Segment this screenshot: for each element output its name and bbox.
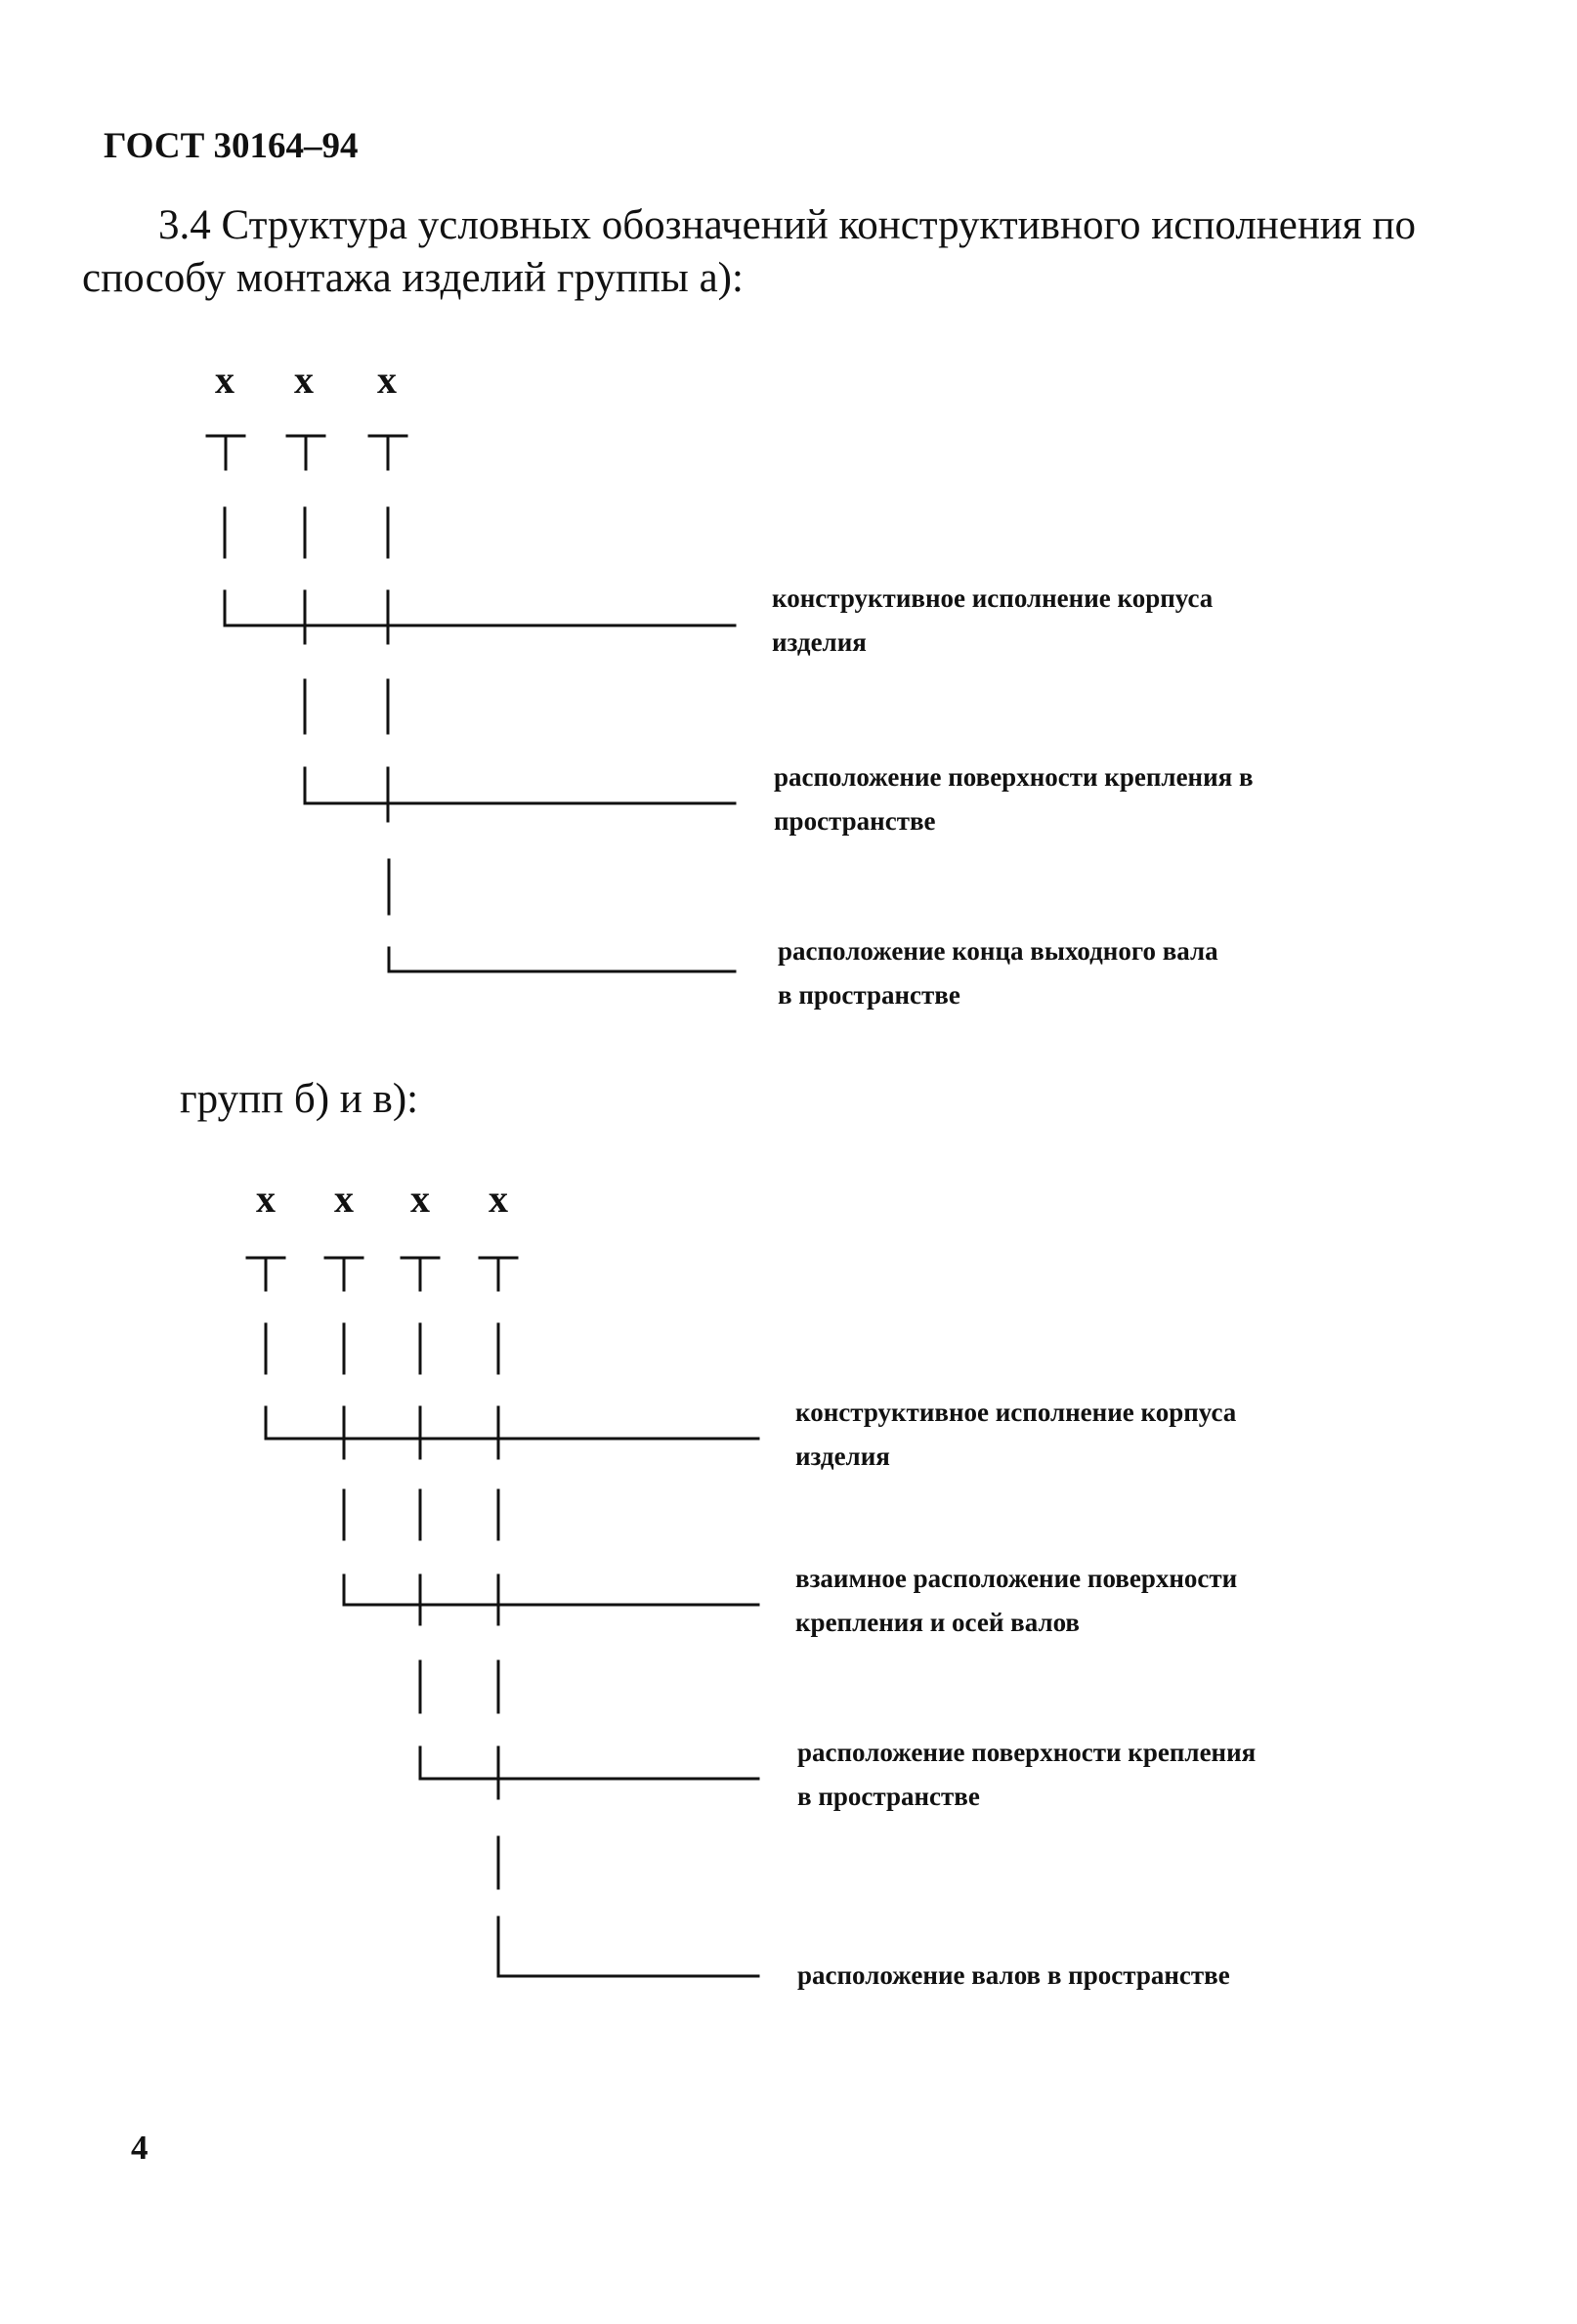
document-header: ГОСТ 30164–94 bbox=[104, 126, 359, 166]
position-mark-1: x bbox=[215, 358, 234, 402]
position-mark-2: x bbox=[294, 358, 314, 402]
section-intro-paragraph: 3.4 Структура условных обозначений конструктивного исполнения по способу монтажа изделий группы а): bbox=[82, 202, 1416, 301]
diagram-b-marks bbox=[256, 1177, 508, 1221]
position-mark-1: x bbox=[256, 1177, 276, 1221]
legend-b-2-line-2: крепления и осей валов bbox=[795, 1608, 1081, 1637]
legend-b-2-line-1: взаимное расположение поверхности bbox=[795, 1564, 1238, 1593]
legend-a-2-line-1: расположение поверхности крепления в bbox=[774, 762, 1254, 792]
position-mark-3: x bbox=[410, 1177, 430, 1221]
legend-a-2-line-2: пространстве bbox=[774, 806, 936, 836]
diagram-b-legend bbox=[795, 1398, 1256, 1990]
legend-a-1-line-2: изделия bbox=[772, 627, 867, 657]
legend-a-1-line-1: конструктивное исполнение корпуса bbox=[772, 583, 1214, 613]
legend-b-4-line-1: расположение валов в пространстве bbox=[797, 1960, 1230, 1990]
legend-a-3-line-2: в пространстве bbox=[778, 980, 960, 1010]
position-mark-4: x bbox=[489, 1177, 508, 1221]
position-mark-3: x bbox=[377, 358, 397, 402]
legend-b-3-line-1: расположение поверхности крепления bbox=[797, 1738, 1257, 1767]
diagram-b-lines bbox=[247, 1258, 758, 1976]
legend-b-1-line-2: изделия bbox=[795, 1442, 890, 1471]
position-mark-2: x bbox=[334, 1177, 354, 1221]
legend-a-3-line-1: расположение конца выходного вала bbox=[778, 936, 1218, 966]
legend-b-1-line-1: конструктивное исполнение корпуса bbox=[795, 1398, 1237, 1427]
groups-b-c-subheading: групп б) и в): bbox=[180, 1076, 419, 1122]
page-number: 4 bbox=[131, 2129, 149, 2167]
legend-b-3-line-2: в пространстве bbox=[797, 1782, 980, 1811]
